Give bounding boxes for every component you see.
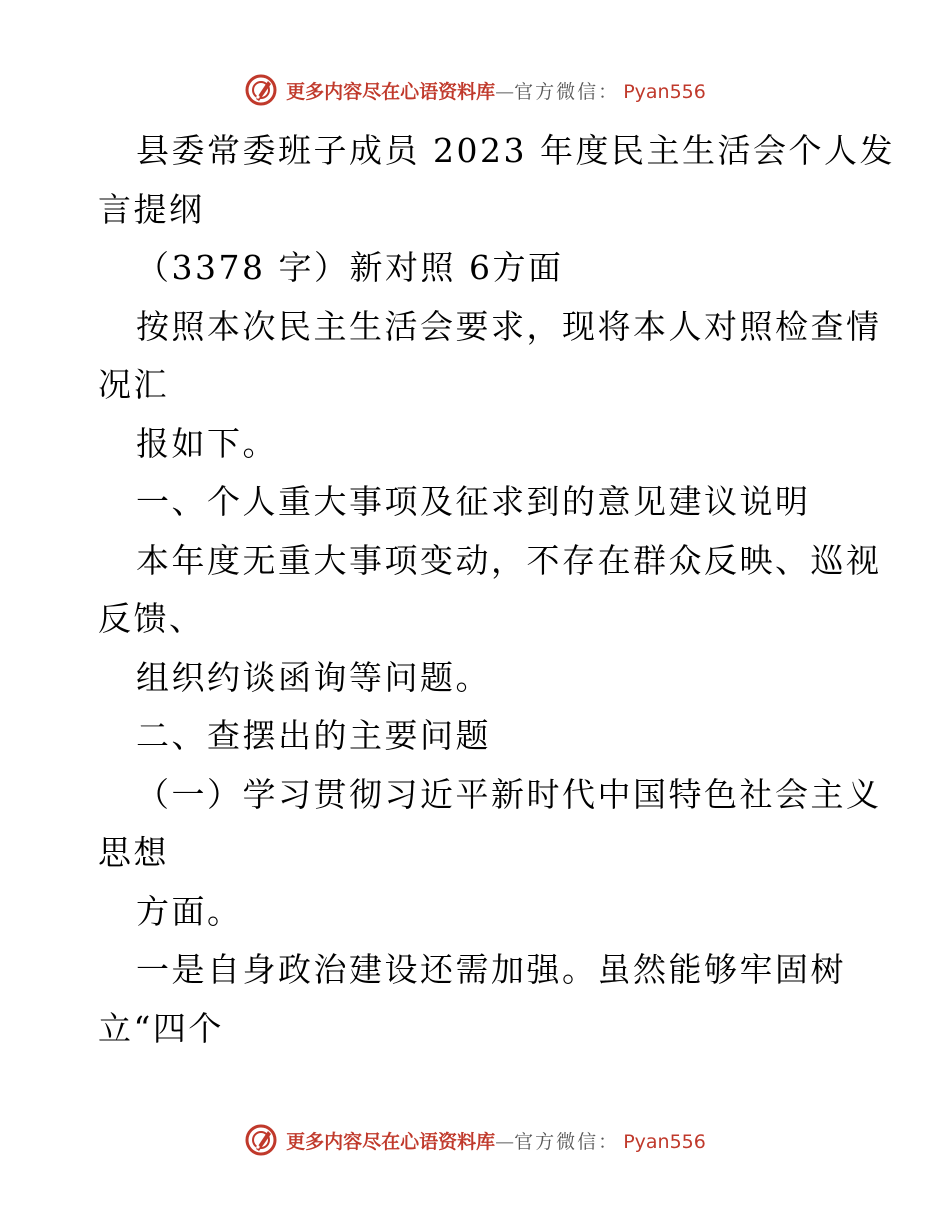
header-watermark-text: [286, 77, 706, 104]
body-line: 按照本次民主生活会要求，现将本人对照检查情: [136, 306, 882, 346]
document-title-line-2: 言提纲: [98, 189, 205, 229]
footer-brand-text: 更多内容尽在心语资料库: [286, 1130, 496, 1153]
subsection-heading: （一）学习贯彻习近平新时代中国特色社会主义: [136, 774, 882, 814]
word-count-line: （3378 字）新对照 6方面: [136, 248, 564, 287]
body-line: 本年度无重大事项变动，不存在群众反映、巡视: [136, 540, 882, 580]
footer-watermark-text: [286, 1127, 706, 1154]
header-wechat-id: Pyan556: [623, 80, 706, 103]
body-line: 况汇: [98, 365, 169, 404]
document-body: [98, 122, 895, 1058]
header-watermark: [0, 70, 950, 110]
section-heading: 二、查摆出的主要问题: [136, 716, 491, 755]
document-title-line-1: 县委常委班子成员 2023 年度民主生活会个人发: [136, 131, 895, 170]
body-line: 组织约谈函询等问题。: [136, 657, 491, 697]
body-line: 方面。: [136, 891, 243, 931]
body-line: 一是自身政治建设还需加强。虽然能够牢固树: [136, 950, 846, 989]
footer-watermark: [0, 1120, 950, 1160]
body-line: 立“四个: [98, 1008, 224, 1048]
footer-separator: —: [495, 1130, 515, 1153]
body-line: 思想: [98, 833, 169, 872]
header-separator: —: [495, 80, 515, 103]
header-brand-text: 更多内容尽在心语资料库: [286, 80, 496, 103]
pen-nib-logo-icon: [244, 73, 278, 107]
footer-wechat-id: Pyan556: [623, 1130, 706, 1153]
body-line: 反馈、: [98, 599, 205, 638]
body-line: 报如下。: [136, 423, 278, 463]
section-heading: 一、个人重大事项及征求到的意见建议说明: [136, 482, 811, 521]
header-wechat-label: 官方微信：: [514, 80, 620, 103]
footer-wechat-label: 官方微信：: [514, 1130, 620, 1153]
pen-nib-logo-icon: [244, 1123, 278, 1157]
